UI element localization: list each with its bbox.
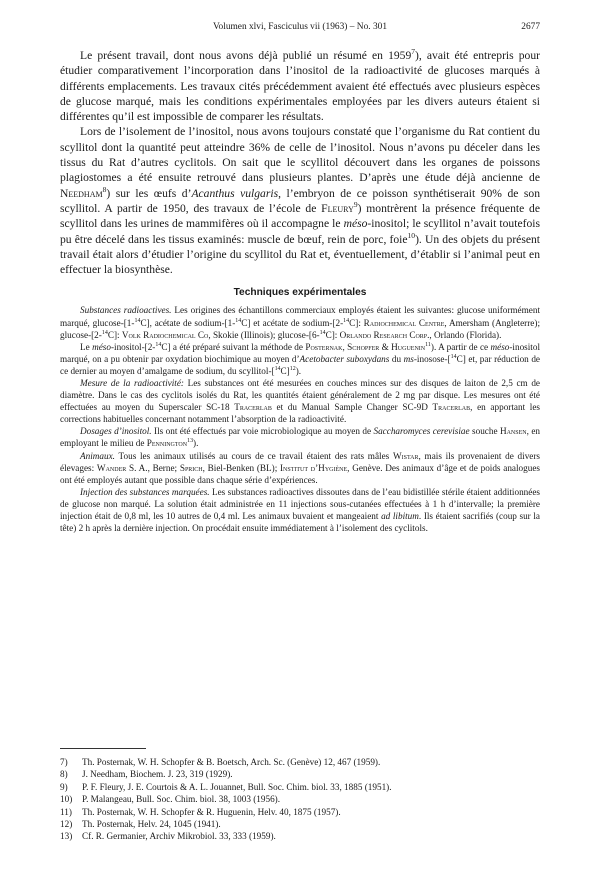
footnote-text: Th. Posternak, W. H. Schopfer & R. Huguenin, Helv. 40, 1875 (1957).	[82, 806, 341, 817]
footnote-10	[60, 793, 540, 805]
footnote-text: J. Needham, Biochem. J. 23, 319 (1929).	[82, 769, 233, 780]
paragraph-mesure: Mesure de la radioactivité: Les substances ont été mesurées en couches minces sur des disques de laiton de 2,5 cm de diamètre. Dans le cas des cyclitols isolés du Rat, les quantités étaient généralement de 2 mg par disque. Les mesures ont été effectuées au moyen du Superscaler SC-18 Tracerlab et du Manual Sample Changer SC-9D Tracerlab, en apportant les corrections habituelles concernant notamment l’absorption de la radioactivité.	[60, 378, 540, 425]
footnote-text: P. Malangeau, Bull. Soc. Chim. biol. 38, 1003 (1956).	[82, 794, 281, 805]
paragraph-injection: Injection des substances marquées. Les substances radioactives dissoutes dans de l’eau bidistillée stérile étaient additionnées de glucose non marqué. La solution était administrée en 11 injections sous-cutanées effectuées à 1 h d’intervalle; la première injection était de 0,8 ml, les 10 autres de 0,4 ml. Les animaux buvaient et mangeaient ad libitum. Ils étaient sacrifiés (coup sur la tête) 2 h après la dernière injection. On procédait ensuite immédiatement à l’isolement des cyclitols.	[60, 486, 540, 534]
paragraph-intro: Le présent travail, dont nous avons déjà publié un résumé en 1959$^7$), avait été entrepris pour étudier comparativement l’incorporation dans l’inositol de la radioactivité de glucoses marqués à différents emplacements. Les travaux cités précédemment avaient été effectués avec plusieurs espèces de glucose marqué, mais les conditions expérimentales employées par les divers auteurs étaient si différentes qu’il est impossible de comparer les résultats.	[60, 47, 541, 124]
paragraph-meso-inositol: Le méso-inositol-[2-$^{14}$C] a été préparé suivant la méthode de Posternak, Schopfer & Huguenin$^{11}$). A partir de ce méso-inositol marqué, on a pu obtenir par oxydation biochimique au moyen d’Acetobacter suboxydans du ms-inosose-[$^{14}$C] et, par réduction de ce dernier au moyen d’amalgame de sodium, du scyllitol-$[^{14}C]^{12}$).	[60, 341, 541, 376]
footnote-mark: 11)	[60, 806, 72, 817]
footnote-mark: 7)	[60, 757, 68, 767]
footnote-12	[60, 818, 540, 830]
paragraph-substances: Substances radioactives. Les origines des échantillons commerciaux employés étaient les suivantes: glucose uniformément marqué, glucose-[1-$^{14}$C], acétate de sodium-[1-$^{14}$C] et acétate de sodium-[2-$^{14}$C]: Radiochemical Centre, Amersham (Angleterre); glucose-[2-$^{14}$C]: Volk Radiochemical Co, Skokie (Illinois); glucose-[6-$^{14}$C]: Orlando Research Corp., Orlando (Florida).	[60, 305, 541, 340]
footnote-rule	[60, 748, 146, 749]
footnote-9	[60, 781, 540, 793]
footnote-text: P. F. Fleury, J. E. Courtois & A. L. Jouannet, Bull. Soc. Chim. biol. 33, 1885 (1951).	[82, 781, 392, 792]
footnote-7	[60, 756, 540, 768]
paragraph-animaux: Animaux. Tous les animaux utilisés au cours de ce travail étaient des rats mâles Wistar, mais ils provenaient de divers élevages: Wander S. A., Berne; Sprich, Biel-Benken (BL); Institut d’Hygiène, Genève. Des animaux d’âge et de poids analogues ont été employés autant que possible dans chaque série d’expériences.	[60, 450, 541, 485]
footnote-text: Th. Posternak, W. H. Schopfer & B. Boetsch, Arch. Sc. (Genève) 12, 467 (1959).	[82, 757, 381, 767]
footnote-13	[60, 830, 540, 842]
footnote-text: Cf. R. Germanier, Archiv Mikrobiol. 33, 333 (1959).	[82, 831, 276, 842]
footnote-mark: 9)	[60, 781, 68, 792]
footnote-mark: 13)	[60, 831, 73, 842]
footnote-11	[60, 806, 540, 818]
footnote-8	[60, 768, 540, 780]
article-body	[60, 48, 540, 534]
paragraph-dosages: Dosages d’inositol. Ils ont été effectués par voie microbiologique au moyen de Saccharomyces cerevisiae souche Hansen, en employant le milieu de Pennington$^{13}$).	[60, 426, 540, 449]
footnote-text: Th. Posternak, Helv. 24, 1045 (1941).	[82, 819, 221, 830]
footnotes	[60, 756, 540, 843]
paragraph-scyllitol: Lors de l’isolement de l’inositol, nous avons toujours constaté que l’organisme du Rat contient du scyllitol dont la quantité peut atteindre 36% de celle de l’inositol. Nous n’avons pu déceler dans les tissus du Rat d’autres cyclitols. On sait que le scyllitol découvert dans les organes de poissons plagiostomes a été ensuite retrouvé dans plusieurs plantes. D’après une étude déjà ancienne de Needham$^8$) sur les œufs d’Acanthus vulgaris, l’embryon de ce poisson synthétiserait 90% de son scyllitol. A partir de 1950, des travaux de l’école de Fleury$^9$) montrèrent la présence fréquente de scyllitol dans les urines de mammifères où il accompagne le méso-inositol; le scyllitol n’avait toutefois pu être décelé dans les tissus examinés: muscle de bœuf, rein de porc, foie$^{10}$). Un des objets du présent travail était alors d’étudier l’origine du scyllitol du Rat et, éventuellement, d’établir si l’animal peut en effectuer la biosynthèse.	[60, 125, 540, 277]
footnote-mark: 8)	[60, 769, 68, 780]
journal-line: Volumen xlvi, Fasciculus vii (1963) – No. 301	[212, 22, 388, 32]
running-header	[60, 22, 540, 36]
section-heading: Techniques expérimentales	[233, 287, 367, 299]
footnote-mark: 10)	[60, 794, 73, 805]
footnote-mark: 12)	[60, 819, 73, 830]
page-number: 2677	[521, 22, 540, 32]
